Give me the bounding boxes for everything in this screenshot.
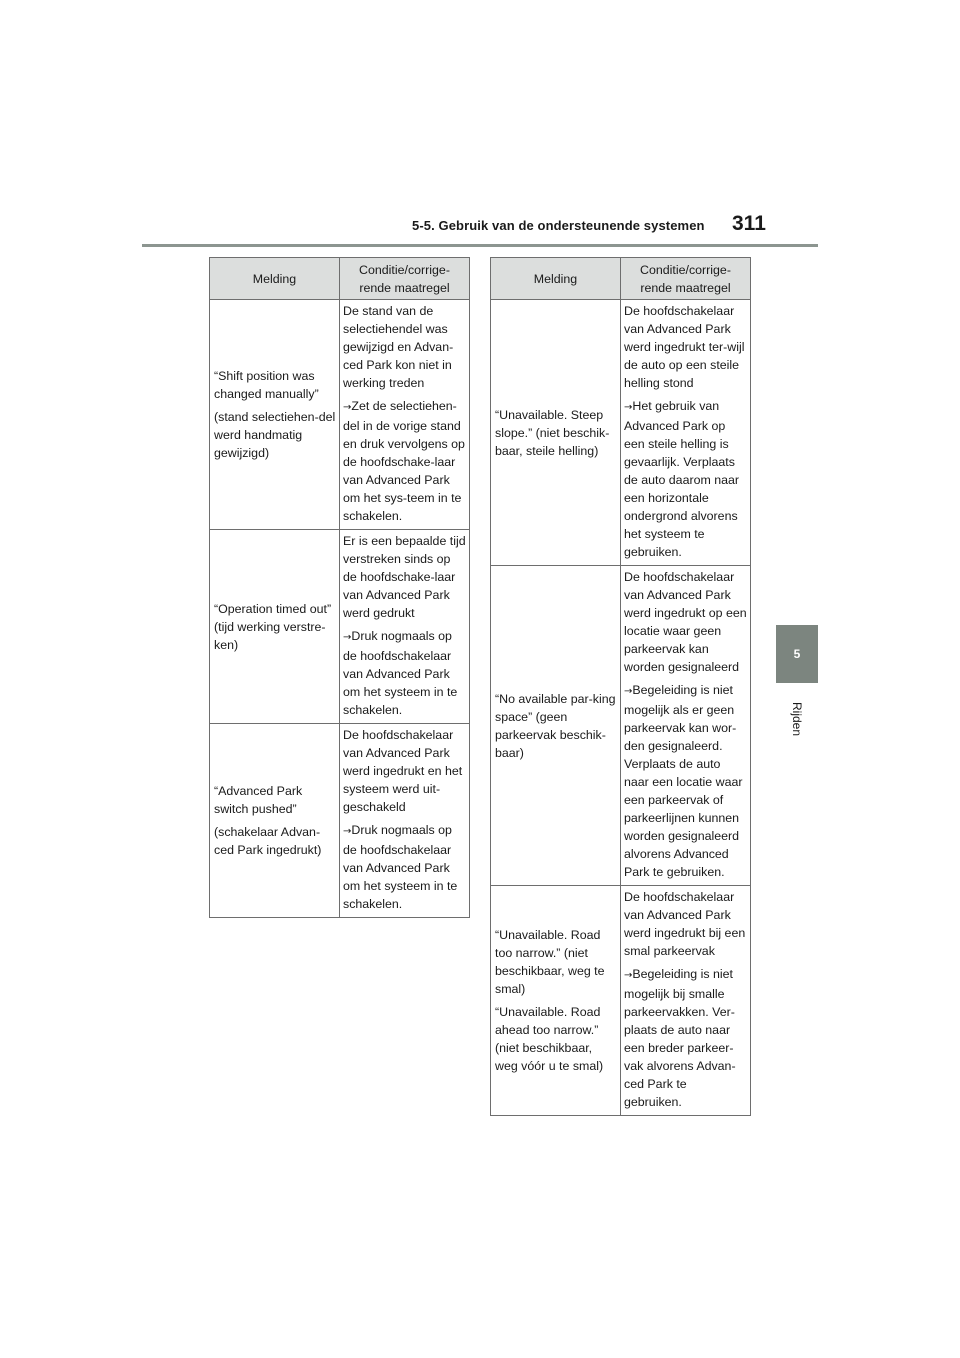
message-text: “Operation timed out” (tijd werking verstre-ken) [214,601,332,652]
table-row [210,724,470,918]
message-cell [491,566,621,886]
message-cell [210,530,340,724]
message-text: “No available par-king space” (geen parkeervak beschik-baar) [495,691,616,760]
condition-cell [340,530,470,724]
condition-text: Er is een bepaalde tijd verstreken sinds op de hoofdschake-laar van Advanced Park werd gedrukt [343,534,466,620]
table-header-row [491,258,751,300]
condition-text: De hoofdschakelaar van Advanced Park werd ingedrukt op een locatie waar geen parkeervak kan worden gesignaleerd [624,570,747,674]
message-text: “Unavailable. Road too narrow.” (niet beschikbaar, weg te smal) [495,928,605,996]
message-text: “Advanced Park switch pushed” [214,784,303,816]
arrow-right-icon: → [624,686,633,697]
arrow-right-icon: → [343,826,352,837]
table-row [491,566,751,886]
action-text: →Zet de selectiehen-del in de vorige stand en druk vervolgens op de hoofdschake-laar van Advanced Park om het sys-teem in te schakelen. [343,399,465,523]
message-cell [210,300,340,530]
page-number: 311 [732,212,766,235]
condition-cell [621,300,751,566]
table-header-row [210,258,470,300]
arrow-right-icon: → [624,970,633,981]
condition-text: De hoofdschakelaar van Advanced Park werd ingedrukt ter-wijl de auto op een steile helling stond [624,304,745,390]
message-cell [491,300,621,566]
column-header-conditie: Conditie/corrige- rende maatregel [340,258,470,300]
arrow-right-icon: → [343,402,352,413]
column-header-conditie: Conditie/corrige- rende maatregel [621,258,751,300]
chapter-number: 5 [793,647,801,661]
message-cell [210,724,340,918]
column-header-melding: Melding [210,258,340,300]
action-text: →Het gebruik van Advanced Park op een steile helling is gevaarlijk. Verplaats de auto daarom naar een horizontale ondergrond alvorens het systeem te gebruiken. [624,399,740,559]
condition-cell [621,886,751,1116]
action-text: →Begeleiding is niet mogelijk als er geen parkeervak kan wor-den gesignaleerd. Verplaats de auto naar een locatie waar een parkeervak of parkeerlijnen kunnen worden gesignaleerd alvorens Advanced Park te gebruiken. [624,683,743,879]
chapter-label: Rijden [790,701,804,737]
condition-text: De stand van de selectiehendel was gewijzigd en Advan-ced Park kon niet in werking treden [343,304,454,390]
table-row [210,530,470,724]
condition-cell [340,300,470,530]
column-header-melding: Melding [491,258,621,300]
condition-text: De hoofdschakelaar van Advanced Park werd ingedrukt en het systeem werd uit-geschakeld [343,728,463,814]
table-row [210,300,470,530]
message-translation: (schakelaar Advan-ced Park ingedrukt) [214,825,322,857]
chapter-tab [776,625,818,683]
message-table-left [209,257,470,918]
arrow-right-icon: → [343,632,352,643]
condition-cell [340,724,470,918]
arrow-right-icon: → [624,402,633,413]
header-divider [142,244,818,247]
action-text: →Begeleiding is niet mogelijk bij smalle parkeervakken. Ver-plaats de auto naar een breder parkeer-vak alvorens Advan-ced Park te gebruiken. [624,967,736,1109]
action-text: →Druk nogmaals op de hoofdschakelaar van Advanced Park om het systeem in te schakelen. [343,629,458,717]
message-text: “Unavailable. Steep slope.” (niet beschik-baar, steile helling) [495,407,610,458]
message-translation: (stand selectiehen-del werd handmatig gewijzigd) [214,410,336,460]
message-text: “Shift position was changed manually” [214,369,319,401]
table-row [491,300,751,566]
message-translation: “Unavailable. Road ahead too narrow.” (niet beschikbaar, weg vóór u te smal) [495,1005,604,1073]
message-table-right [490,257,751,1116]
table-row [491,886,751,1116]
message-cell [491,886,621,1116]
section-title: 5-5. Gebruik van de ondersteunende systemen [412,218,705,233]
action-text: →Druk nogmaals op de hoofdschakelaar van Advanced Park om het systeem in te schakelen. [343,823,458,911]
condition-cell [621,566,751,886]
condition-text: De hoofdschakelaar van Advanced Park werd ingedrukt bij een smal parkeervak [624,890,746,958]
